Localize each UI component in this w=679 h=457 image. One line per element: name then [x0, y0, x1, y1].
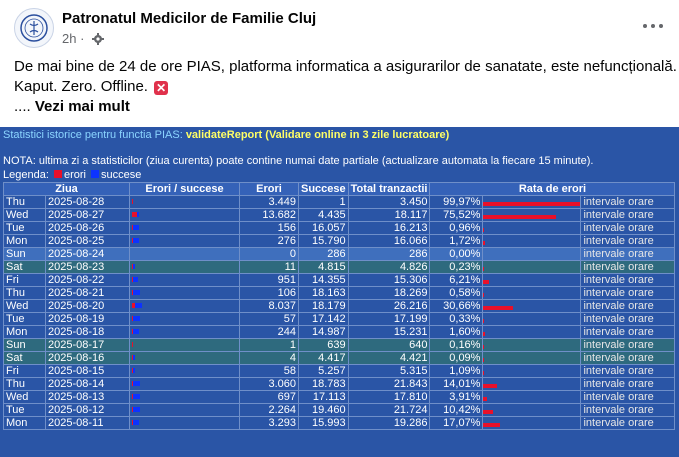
post-text-line-3	[14, 97, 674, 117]
bar-wrap	[132, 391, 237, 403]
cell-error-rate-bar	[483, 326, 581, 339]
hourly-intervals-link[interactable]: intervale orare	[581, 261, 675, 274]
table-row	[4, 300, 675, 313]
hourly-intervals-link[interactable]: intervale orare	[581, 196, 675, 209]
cell-success: 14.987	[299, 326, 349, 339]
table-row	[4, 365, 675, 378]
cell-error-rate: 0,58%	[430, 287, 483, 300]
cell-day: Sun	[4, 339, 46, 352]
error-rate-bar	[483, 397, 487, 401]
hourly-intervals-link[interactable]: intervale orare	[581, 378, 675, 391]
post-header	[14, 8, 669, 52]
hourly-intervals-link[interactable]: intervale orare	[581, 404, 675, 417]
cell-error-rate: 6,21%	[430, 274, 483, 287]
hourly-intervals-link[interactable]: intervale orare	[581, 248, 675, 261]
report-title-prefix: Statistici istorice pentru functia PIAS:	[3, 129, 183, 141]
col-header-total: Total tranzactii	[348, 183, 430, 196]
avatar[interactable]	[14, 8, 54, 48]
success-bar	[133, 381, 140, 386]
cell-success: 4.435	[299, 209, 349, 222]
cell-total: 17.810	[348, 391, 430, 404]
hourly-intervals-link[interactable]: intervale orare	[581, 209, 675, 222]
error-rate-bar	[483, 293, 484, 297]
cell-error-success-bar	[130, 209, 240, 222]
table-row	[4, 235, 675, 248]
cell-success: 14.355	[299, 274, 349, 287]
cell-error-rate: 0,33%	[430, 313, 483, 326]
cell-success: 639	[299, 339, 349, 352]
cell-error-rate-bar	[483, 352, 581, 365]
cell-error-rate-bar	[483, 365, 581, 378]
hourly-intervals-link[interactable]: intervale orare	[581, 391, 675, 404]
success-bar	[133, 355, 135, 360]
organization-logo-icon	[19, 13, 49, 43]
cell-date: 2025-08-24	[46, 248, 130, 261]
cell-date: 2025-08-12	[46, 404, 130, 417]
col-header-success: Succese	[299, 183, 349, 196]
cell-day: Sat	[4, 352, 46, 365]
error-rate-bar	[483, 241, 485, 245]
cell-error-rate-bar	[483, 222, 581, 235]
cell-day: Fri	[4, 365, 46, 378]
cell-error-rate: 1,60%	[430, 326, 483, 339]
cell-error-success-bar	[130, 339, 240, 352]
cell-errors: 697	[240, 391, 299, 404]
cell-success: 18.783	[299, 378, 349, 391]
cell-error-success-bar	[130, 235, 240, 248]
cell-total: 21.843	[348, 378, 430, 391]
bar-wrap	[132, 287, 237, 299]
cell-errors: 1	[240, 339, 299, 352]
table-row	[4, 261, 675, 274]
cell-error-rate-bar	[483, 313, 581, 326]
hourly-intervals-link[interactable]: intervale orare	[581, 339, 675, 352]
cell-error-rate: 75,52%	[430, 209, 483, 222]
bar-wrap	[132, 352, 237, 364]
cell-success: 1	[299, 196, 349, 209]
cell-error-rate: 0,96%	[430, 222, 483, 235]
cell-day: Wed	[4, 300, 46, 313]
cell-error-success-bar	[130, 391, 240, 404]
cell-errors: 951	[240, 274, 299, 287]
cell-date: 2025-08-15	[46, 365, 130, 378]
cell-errors: 11	[240, 261, 299, 274]
cell-error-rate-bar	[483, 196, 581, 209]
post-text-line-2	[14, 77, 674, 97]
cell-error-rate: 0,16%	[430, 339, 483, 352]
post-meta	[62, 31, 104, 46]
col-header-bar: Erori / succese	[130, 183, 240, 196]
bar-wrap	[132, 417, 237, 429]
cell-error-rate: 1,09%	[430, 365, 483, 378]
report-screenshot	[0, 127, 679, 457]
stats-table-body	[4, 196, 675, 430]
cross-mark-emoji-icon: ✕	[156, 81, 167, 95]
success-bar	[133, 238, 139, 243]
cell-error-rate-bar	[483, 378, 581, 391]
cell-error-success-bar	[130, 313, 240, 326]
error-bar	[132, 342, 133, 347]
cell-total: 18.269	[348, 287, 430, 300]
cell-day: Tue	[4, 404, 46, 417]
stats-table	[3, 182, 675, 430]
cell-date: 2025-08-23	[46, 261, 130, 274]
cell-date: 2025-08-14	[46, 378, 130, 391]
cell-day: Mon	[4, 326, 46, 339]
cell-total: 18.117	[348, 209, 430, 222]
audience-gear-icon[interactable]	[92, 33, 104, 45]
cell-day: Mon	[4, 235, 46, 248]
cell-success: 19.460	[299, 404, 349, 417]
cell-error-success-bar	[130, 378, 240, 391]
cell-day: Thu	[4, 196, 46, 209]
bar-wrap	[132, 196, 237, 208]
cell-error-success-bar	[130, 417, 240, 430]
cell-errors: 0	[240, 248, 299, 261]
table-row	[4, 352, 675, 365]
cell-errors: 106	[240, 287, 299, 300]
cell-error-rate: 17,07%	[430, 417, 483, 430]
bar-wrap	[132, 274, 237, 286]
more-options-icon[interactable]	[641, 16, 665, 36]
hourly-intervals-link[interactable]: intervale orare	[581, 300, 675, 313]
cell-total: 21.724	[348, 404, 430, 417]
error-rate-bar	[483, 384, 497, 388]
see-more-link[interactable]: Vezi mai mult	[34, 98, 130, 115]
legend-label: Legenda:	[3, 169, 49, 181]
hourly-intervals-link[interactable]: intervale orare	[581, 274, 675, 287]
cell-error-rate-bar	[483, 287, 581, 300]
table-row	[4, 378, 675, 391]
cell-success: 16.057	[299, 222, 349, 235]
cell-day: Wed	[4, 209, 46, 222]
cell-day: Sat	[4, 261, 46, 274]
cell-error-success-bar	[130, 365, 240, 378]
hourly-intervals-link[interactable]: intervale orare	[581, 365, 675, 378]
cell-error-success-bar	[130, 404, 240, 417]
cell-day: Tue	[4, 222, 46, 235]
bar-wrap	[132, 209, 237, 221]
cell-total: 16.066	[348, 235, 430, 248]
bar-wrap	[132, 300, 237, 312]
success-bar	[133, 277, 138, 282]
cell-day: Mon	[4, 417, 46, 430]
cell-day: Thu	[4, 378, 46, 391]
bar-wrap	[132, 261, 237, 273]
cell-date: 2025-08-28	[46, 196, 130, 209]
error-rate-bar	[483, 267, 484, 271]
ellipsis: ....	[14, 98, 31, 115]
success-bar	[135, 303, 142, 308]
bar-wrap	[132, 326, 237, 338]
cell-total: 4.421	[348, 352, 430, 365]
cell-date: 2025-08-13	[46, 391, 130, 404]
cell-date: 2025-08-19	[46, 313, 130, 326]
legend-errors-swatch	[54, 170, 62, 178]
error-rate-bar	[483, 410, 493, 414]
cell-success: 18.163	[299, 287, 349, 300]
bar-wrap	[132, 235, 237, 247]
cell-success: 5.257	[299, 365, 349, 378]
success-bar	[137, 212, 139, 217]
cell-day: Thu	[4, 287, 46, 300]
cell-day: Sun	[4, 248, 46, 261]
cell-error-rate: 0,09%	[430, 352, 483, 365]
error-rate-bar	[483, 371, 484, 375]
cell-success: 17.142	[299, 313, 349, 326]
cell-date: 2025-08-21	[46, 287, 130, 300]
error-bar	[132, 199, 133, 204]
cell-error-rate-bar	[483, 404, 581, 417]
hourly-intervals-link[interactable]: intervale orare	[581, 287, 675, 300]
cell-total: 15.306	[348, 274, 430, 287]
cell-total: 640	[348, 339, 430, 352]
bar-wrap	[132, 313, 237, 325]
report-title	[3, 129, 449, 141]
page-name-link[interactable]: Patronatul Medicilor de Familie Cluj	[62, 10, 317, 27]
hourly-intervals-link[interactable]: intervale orare	[581, 326, 675, 339]
report-function-name: validateReport (Validare online in 3 zile lucratoare)	[185, 129, 450, 141]
cell-date: 2025-08-25	[46, 235, 130, 248]
hourly-intervals-link[interactable]: intervale orare	[581, 235, 675, 248]
cell-total: 17.199	[348, 313, 430, 326]
table-row	[4, 196, 675, 209]
bar-wrap	[132, 378, 237, 390]
cell-day: Tue	[4, 313, 46, 326]
cell-error-rate-bar	[483, 339, 581, 352]
error-rate-bar	[483, 228, 484, 232]
cell-date: 2025-08-16	[46, 352, 130, 365]
post-timestamp[interactable]: 2h	[62, 31, 77, 46]
cell-error-rate-bar	[483, 417, 581, 430]
success-bar	[133, 316, 140, 321]
error-rate-bar	[483, 345, 484, 349]
cell-success: 15.790	[299, 235, 349, 248]
legend-errors-label: erori	[63, 169, 86, 181]
hourly-intervals-link[interactable]: intervale orare	[581, 222, 675, 235]
error-rate-bar	[483, 332, 485, 336]
cell-success: 18.179	[299, 300, 349, 313]
cell-error-success-bar	[130, 196, 240, 209]
cell-success: 17.113	[299, 391, 349, 404]
cell-error-success-bar	[130, 300, 240, 313]
cell-total: 26.216	[348, 300, 430, 313]
col-header-rate: Rata de erori	[430, 183, 675, 196]
col-header-day: Ziua	[4, 183, 130, 196]
error-rate-bar	[483, 423, 500, 427]
table-row	[4, 222, 675, 235]
error-rate-bar	[483, 306, 513, 310]
error-rate-bar	[483, 215, 556, 219]
legend-success-swatch	[91, 170, 99, 178]
table-row	[4, 313, 675, 326]
table-row	[4, 339, 675, 352]
cell-error-rate-bar	[483, 391, 581, 404]
legend-success-label: succese	[101, 169, 142, 181]
bar-wrap	[132, 248, 237, 260]
cell-date: 2025-08-18	[46, 326, 130, 339]
cell-error-rate-bar	[483, 274, 581, 287]
error-rate-bar	[483, 202, 580, 206]
cell-total: 3.450	[348, 196, 430, 209]
cell-error-rate: 99,97%	[430, 196, 483, 209]
cell-error-rate-bar	[483, 235, 581, 248]
cell-errors: 2.264	[240, 404, 299, 417]
success-bar	[133, 394, 140, 399]
report-note: NOTA: ultima zi a statisticilor (ziua curenta) poate contine numai date partiale (actualizare automata la fiecare 15 minute).	[3, 155, 594, 167]
cell-error-rate-bar	[483, 248, 581, 261]
bar-wrap	[132, 404, 237, 416]
cell-date: 2025-08-27	[46, 209, 130, 222]
table-row	[4, 417, 675, 430]
cell-error-rate-bar	[483, 300, 581, 313]
cell-errors: 13.682	[240, 209, 299, 222]
cell-error-rate-bar	[483, 209, 581, 222]
table-row	[4, 404, 675, 417]
cell-error-rate: 14,01%	[430, 378, 483, 391]
error-rate-bar	[483, 280, 489, 284]
success-bar	[133, 225, 139, 230]
bar-wrap	[132, 365, 237, 377]
cell-error-success-bar	[130, 248, 240, 261]
cell-errors: 3.293	[240, 417, 299, 430]
cell-day: Wed	[4, 391, 46, 404]
col-header-errors: Erori	[240, 183, 299, 196]
cell-errors: 156	[240, 222, 299, 235]
cell-total: 286	[348, 248, 430, 261]
hourly-intervals-link[interactable]: intervale orare	[581, 352, 675, 365]
cell-errors: 8.037	[240, 300, 299, 313]
success-bar	[133, 264, 135, 269]
cell-errors: 244	[240, 326, 299, 339]
cell-errors: 57	[240, 313, 299, 326]
cell-total: 5.315	[348, 365, 430, 378]
bar-wrap	[132, 339, 237, 351]
cell-success: 15.993	[299, 417, 349, 430]
post-text	[14, 57, 677, 117]
cell-error-rate: 10,42%	[430, 404, 483, 417]
cell-day: Fri	[4, 274, 46, 287]
cell-error-rate-bar	[483, 261, 581, 274]
cell-date: 2025-08-26	[46, 222, 130, 235]
cell-errors: 3.449	[240, 196, 299, 209]
cell-error-rate: 30,66%	[430, 300, 483, 313]
hourly-intervals-link[interactable]: intervale orare	[581, 313, 675, 326]
cell-total: 15.231	[348, 326, 430, 339]
hourly-intervals-link[interactable]: intervale orare	[581, 417, 675, 430]
success-bar	[133, 290, 140, 295]
success-bar	[133, 407, 140, 412]
cell-error-rate: 1,72%	[430, 235, 483, 248]
post-text-line-1: De mai bine de 24 de ore PIAS, platforma informatica a asigurarilor de sanatate, este nefuncțională.	[14, 58, 677, 75]
cell-errors: 3.060	[240, 378, 299, 391]
cell-error-success-bar	[130, 261, 240, 274]
cell-total: 4.826	[348, 261, 430, 274]
post-text-kaput: Kaput. Zero. Offline.	[14, 78, 148, 95]
cell-total: 19.286	[348, 417, 430, 430]
cell-success: 4.417	[299, 352, 349, 365]
error-rate-bar	[483, 319, 484, 323]
cell-errors: 58	[240, 365, 299, 378]
cell-error-success-bar	[130, 222, 240, 235]
cell-errors: 276	[240, 235, 299, 248]
table-row	[4, 391, 675, 404]
table-header-row	[4, 183, 675, 196]
cell-error-success-bar	[130, 326, 240, 339]
table-row	[4, 326, 675, 339]
cell-date: 2025-08-20	[46, 300, 130, 313]
cell-error-rate: 3,91%	[430, 391, 483, 404]
cell-error-success-bar	[130, 352, 240, 365]
cell-error-success-bar	[130, 287, 240, 300]
cell-error-rate: 0,23%	[430, 261, 483, 274]
cell-total: 16.213	[348, 222, 430, 235]
bar-wrap	[132, 222, 237, 234]
cell-date: 2025-08-11	[46, 417, 130, 430]
success-bar	[133, 368, 135, 373]
cell-date: 2025-08-17	[46, 339, 130, 352]
table-row	[4, 248, 675, 261]
success-bar	[133, 329, 139, 334]
table-row	[4, 274, 675, 287]
success-bar	[133, 420, 139, 425]
table-row	[4, 287, 675, 300]
cell-success: 286	[299, 248, 349, 261]
dot-separator: ·	[80, 31, 85, 46]
cell-success: 4.815	[299, 261, 349, 274]
cell-errors: 4	[240, 352, 299, 365]
cell-error-success-bar	[130, 274, 240, 287]
table-row	[4, 209, 675, 222]
cell-error-rate: 0,00%	[430, 248, 483, 261]
cell-date: 2025-08-22	[46, 274, 130, 287]
error-rate-bar	[483, 358, 484, 362]
report-legend	[3, 169, 141, 181]
